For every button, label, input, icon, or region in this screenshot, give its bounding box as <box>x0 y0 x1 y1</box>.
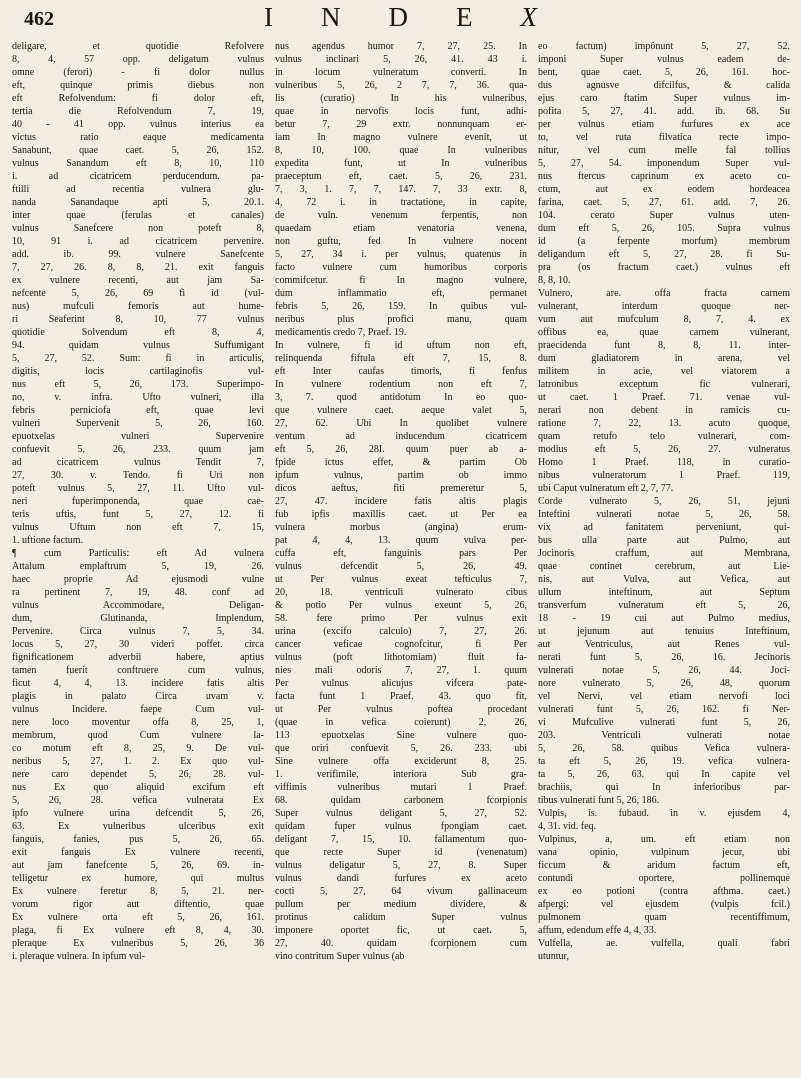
index-line: pulmonem quam recentiffimum, <box>538 912 790 923</box>
index-line: 1. uftione factum. <box>12 535 84 546</box>
index-line: in locum vulneratum converti. In <box>275 67 527 78</box>
index-line: Homo 1 Praef. 118, in curatio- <box>538 457 790 468</box>
index-line: ut jejunum aut tenuius Inteftinum, <box>538 626 790 637</box>
index-line: fpide ictus effet, & partim Ob <box>275 457 527 468</box>
index-column-middle <box>275 40 527 963</box>
index-line: deligant 7, 15, 10. fallamentum quo- <box>275 834 527 845</box>
index-line: utuntur, <box>538 951 569 962</box>
index-line: nitur, vel cum melle fal tollius <box>538 145 790 156</box>
index-line: plagis in palato Circa uvam v. <box>12 691 264 702</box>
index-line: neri fuperimponenda, quae cae- <box>12 496 264 507</box>
index-line: pleraque Ex vulneribus 5, 26, 36 <box>12 938 264 949</box>
index-line: cocti 5, 27, 64 vivum gallinaceum <box>275 886 527 897</box>
index-line: praeceptum eft, caet. 5, 26, 231. <box>275 171 527 182</box>
index-line: dum, Glutinanda, Implendum, <box>12 613 264 624</box>
index-line: eft 5, 26, 28I. quum puer ab a- <box>275 444 527 455</box>
index-line: cuffa eft, fanguinis pars Per <box>275 548 527 559</box>
index-line: Sine vulnere offa exciderunt 8, 25. <box>275 756 527 767</box>
index-line: exit fanguis Ex vulnere recenti, <box>12 847 264 858</box>
index-line: vel Nervi, vel etiam nervofi loci <box>538 691 790 702</box>
index-line: vum aut mufculum 8, 7, 4. ex <box>538 314 790 325</box>
index-line: membrum, quod Cum vulnere la- <box>12 730 264 741</box>
index-line: 5, 26, 58. quibus Vefica vulnera- <box>538 743 790 754</box>
index-line: 27, 47. incidere fatis altis plagis <box>275 496 527 507</box>
index-line: epuotxelas vulneri Supervenire <box>12 431 264 442</box>
index-line: pullum per medium dividere, & <box>275 899 527 910</box>
index-line: vulnus deligatur 5, 27, 8. Super <box>275 860 527 871</box>
index-line: 27, 62. Ubi In quolibet vulnere <box>275 418 527 429</box>
index-line: tertia die Refolvendum 7, 19, <box>12 106 264 117</box>
index-line: ri Seaferint 8, 10, 77 vulnus <box>12 314 264 325</box>
index-line: ¶ cum Particulis: eft Ad vulnera <box>12 548 264 559</box>
page-number: 462 <box>24 8 54 30</box>
index-line: vulnus Sanandum eft 8, 10, 110 <box>12 158 264 169</box>
index-line: 63. Ex vulneribus ulceribus exit <box>12 821 264 832</box>
index-line: vulnera morbus (angina) erum- <box>275 522 527 533</box>
index-line: farina, caet. 5, 27, 61. add. 7, 26. <box>538 197 790 208</box>
index-line: telligetur ex humore, qui multus <box>12 873 264 884</box>
index-line: ullum inteftinum, aut Septum <box>538 587 790 598</box>
index-line: 7, 3, 1. 7, 7, 147. 7, 33 extr. 8, <box>275 184 527 195</box>
index-line: nore vulnerato 5, 26, 48, quorum <box>538 678 790 689</box>
index-line: ratione 7, 22, 13. acuto quoque, <box>538 418 790 429</box>
index-line: & potio Per vulnus exeunt 5, 26, <box>275 600 527 611</box>
index-line: nis, aut Vulva, aut Vefica, aut <box>538 574 790 585</box>
index-line: 8, 10, 100. quae In vulneribus <box>275 145 527 156</box>
index-line: vulneri Supervenit 5, 26, 160. <box>12 418 264 429</box>
index-line: eft Inter caufas timoris, fi fenfus <box>275 366 527 377</box>
index-line: In vulnere rodentium non eft 7, <box>275 379 527 390</box>
index-line: 58. fere primo Per vulnus exit <box>275 613 527 624</box>
index-line: 40 - 41 opp. vulnus interius ea <box>12 119 264 130</box>
index-line: vana opinio, vulpinum jecur, ubi <box>538 847 790 858</box>
index-line: militem in acie, vel viatorem a <box>538 366 790 377</box>
index-line: Vulnero, are. offa fracta carnem <box>538 288 790 299</box>
index-line: dum eft 5, 26, 105. Supra vulnus <box>538 223 790 234</box>
index-line: 104. cerato Super vulnus uten- <box>538 210 790 221</box>
index-line: cancer veficae cognofcitur, fi Per <box>275 639 527 650</box>
index-line: 203. Ventriculi vulnerati notae <box>538 730 790 741</box>
index-line: 5, 27, 54. imponendum Super vul- <box>538 158 790 169</box>
index-line: vino contritum Super vulnus (ab <box>275 951 405 962</box>
index-line: i. pleraque vulnera. In ipfum vul- <box>12 951 146 962</box>
index-line: quae in nervofis locis funt, adhi- <box>275 106 527 117</box>
index-line: vulnus (poft lithotomiam) fluit fa- <box>275 652 527 663</box>
index-line: ctum, aut ex eodem hordeacea <box>538 184 790 195</box>
index-line: protinus calidum Super vulnus <box>275 912 527 923</box>
index-line: Vulfella, ae. vulfella, quali fabri <box>538 938 790 949</box>
index-line: transverfum vulneratum eft 5, 26, <box>538 600 790 611</box>
index-line: dicos aeftus, fiti premeretur 5, <box>275 483 527 494</box>
index-line: vulnus inclinari 5, 26, 41. 43 i. <box>275 54 527 65</box>
index-line: nibus vulneratorum 1 Praef. 119, <box>538 470 790 481</box>
index-line: afpergi: vel ejusdem (vulpis fcil.) <box>538 899 790 910</box>
index-line: nefcente 5, 26, 69 fi id (vul- <box>12 288 264 299</box>
index-line: Per vulnus alicujus vifcera pate- <box>275 678 527 689</box>
running-head-letter: E <box>456 2 475 32</box>
index-line: 1. verifimile, interiora Sub gra- <box>275 769 527 780</box>
index-line: Vulpis, is. fubaud. in v. ejusdem 4, <box>538 808 790 819</box>
index-line: nus) mufculi femoris aut hume- <box>12 301 264 312</box>
index-line: 5, 27, 52. Sum: fi in articulis, <box>12 353 264 364</box>
index-line: 27, 30. v. Tendo. fi Uri non <box>12 470 264 481</box>
running-head-letter: N <box>321 2 343 32</box>
index-line: 94. quidam vulnus Suffumigant <box>12 340 264 351</box>
index-line: ficut 4, 4, 13. incidere fatis altis <box>12 678 264 689</box>
index-line: eft Refolvendum: fi dolor eft, <box>12 93 264 104</box>
index-line: Vulpinus, a, um. eft etiam non <box>538 834 790 845</box>
index-line: victus ratio eaque medicamenta <box>12 132 264 143</box>
index-line: In vulnere, fi id uftum non eft, <box>275 340 527 351</box>
page-header <box>12 0 791 38</box>
index-column-right <box>538 40 790 963</box>
index-line: Super vulnus deligant 5, 27, 52. <box>275 808 527 819</box>
index-line: iam In magno vulnere evenit, ut <box>275 132 527 143</box>
index-line: ra pertinent 7, 19, 48. conf ad <box>12 587 264 598</box>
index-column-left <box>12 40 264 963</box>
index-line: nanda Sanandaque apti 5, 20.1. <box>12 197 264 208</box>
index-line: 18 - 19 cui aut Pulmo medius, <box>538 613 790 624</box>
index-line: ut Per vulnus poftea procedant <box>275 704 527 715</box>
index-line: relinquenda fiftula eft 7, 15, 8. <box>275 353 527 364</box>
index-line: ut caet. 1 Praef. 71. venae vul- <box>538 392 790 403</box>
index-line: eo factum) impônunt 5, 27, 52. <box>538 41 790 52</box>
index-line: nere loco moventur offa 8, 25, 1, <box>12 717 264 728</box>
index-line: Sanabunt, quae caet. 5, 26, 152. <box>12 145 264 156</box>
index-line: teris uftis, funt 5, 27, 12. fi <box>12 509 264 520</box>
index-line: ficcum & aridum factum eft, <box>538 860 790 871</box>
index-line: quotidie Solvendum eft 8, 4, <box>12 327 264 338</box>
running-head <box>12 2 791 33</box>
index-line: 113 epuotxelas Sine vulnere quo- <box>275 730 527 741</box>
index-line: vorum rigor aut diftentio, quae <box>12 899 264 910</box>
index-line: 5, 27, 34 i. per vulnus, quatenus in <box>275 249 527 260</box>
index-line: non guftu, fed In vulnere nocent <box>275 236 527 247</box>
running-head-letter: X <box>520 2 539 32</box>
index-line: dum gladiatorem in arena, vel <box>538 353 790 364</box>
index-line: facto vulnere cum humoribus corporis <box>275 262 527 273</box>
index-line: locus 5, 27, 30 videri poffet. circa <box>12 639 264 650</box>
index-line: 10, 91 i. ad cicatricem pervenire. <box>12 236 264 247</box>
index-line: Pervenire. Circa vulnus 7, 5, 34. <box>12 626 264 637</box>
index-line: vulnus Uftum non eft 7, 15, <box>12 522 264 533</box>
index-line: ex vulnere recenti, aut jam Sa- <box>12 275 264 286</box>
index-line: id (a ferpente morfum) membrum <box>538 236 790 247</box>
index-line: ta eft 5, 26, 19. vefica vulnera- <box>538 756 790 767</box>
index-line: contundi oportere, pollinemque <box>538 873 790 884</box>
index-line: ad cicatricem vulnus Tendit 7, <box>12 457 264 468</box>
index-line: to, vel ruta filvatica recte impo- <box>538 132 790 143</box>
index-line: ipfum vulnus, partim ob immo <box>275 470 527 481</box>
index-line: omne (ferori) - fi dolor nullus <box>12 67 264 78</box>
index-line: latronibus exceptum fic vulnerari, <box>538 379 790 390</box>
index-line: add. ib. 99. vulnere Sanefcente <box>12 249 264 260</box>
index-line: vulnerati notae 5, 26, 44. Joci- <box>538 665 790 676</box>
index-line: quae continet cerebrum, aut Lie- <box>538 561 790 572</box>
index-line: pra (os fractum caet.) vulnus eft <box>538 262 790 273</box>
index-line: que oriri confuevit 5, 26. 233. ubi <box>275 743 527 754</box>
index-line: nus ftercus caprinum ex aceto co- <box>538 171 790 182</box>
index-line: betur 7, 29 extr. nonnunquam er- <box>275 119 527 130</box>
index-line: deligare, et quotidie Refolvere <box>12 41 264 52</box>
index-line: commifcetur. fi In magno vulnere, <box>275 275 527 286</box>
index-line: quidam fuper vulnus fpongiam caet. <box>275 821 527 832</box>
index-line: lis (curatio) In his vulneribus, <box>275 93 527 104</box>
index-line: febris perniciofa eft, quae levi <box>12 405 264 416</box>
index-line: 7, 27, 26. 8, 8, 21. exit fanguis <box>12 262 264 273</box>
index-line: ex eo potioni (contra afthma. caet.) <box>538 886 790 897</box>
index-line: vulnerant, interdum quoque ner- <box>538 301 790 312</box>
index-line: (quae in vefica coierunt) 2, 26, <box>275 717 527 728</box>
index-line: viffimis vulneribus mutari 1 Praef. <box>275 782 527 793</box>
index-line: aut jam fanefcente 5, 26, 69. in- <box>12 860 264 871</box>
index-line: Inteftini vulnerati notae 5, 26, 58. <box>538 509 790 520</box>
index-line: no, v. infra. Ufto vulneri, illa <box>12 392 264 403</box>
index-line: fignificationem adverbii habere, aptius <box>12 652 264 663</box>
index-line: nies mali odoris 7, 27, 1. quum <box>275 665 527 676</box>
index-line: praecidenda funt 8, 8, 11. inter- <box>538 340 790 351</box>
index-line: per vulnus etiam furfures ex ace <box>538 119 790 130</box>
index-line: que recte Super id (venenatum) <box>275 847 527 858</box>
index-line: haec proprie Ad ejusmodi vulne <box>12 574 264 585</box>
index-line: fub ipfis maxillis caet. ut Per ea <box>275 509 527 520</box>
index-line: brachiis, qui In inferioribus par- <box>538 782 790 793</box>
index-line: nus Ex quo aliquid excifum eft <box>12 782 264 793</box>
index-line: offibus ea, quae carnem vulnerant, <box>538 327 790 338</box>
index-line: ftilli ad recentia vulnera glu- <box>12 184 264 195</box>
index-line: 27, 40. quidam fcorpionem cum <box>275 938 527 949</box>
index-line: expedita funt, ut In vulneribus <box>275 158 527 169</box>
index-line: digitis, locis cartilaginofis vul- <box>12 366 264 377</box>
index-line: aut Ventriculus, aut Renes vul- <box>538 639 790 650</box>
index-line: nerari non debent in ramicis cu- <box>538 405 790 416</box>
index-line: neribus 5, 27, 1. 2. Ex quo vul- <box>12 756 264 767</box>
index-line: vulnus Accommodare, Deligan- <box>12 600 264 611</box>
index-line: imponere oportet fic, ut caet. 5, <box>275 925 527 936</box>
index-line: dum inflammatio eft, permanet <box>275 288 527 299</box>
index-line: ventum ad inducendum cicatricem <box>275 431 527 442</box>
index-line: ubi Caput vulneratum eft 2, 7, 77. <box>538 483 674 494</box>
index-line: medicamentis credo 7, Praef. 19. <box>275 327 407 338</box>
index-line: pat 4, 4, 13. quum vulva per- <box>275 535 527 546</box>
index-line: 4, 31. vid. feq. <box>538 821 597 832</box>
index-line: fanguis, fanies, pus 5, 26, 65. <box>12 834 264 845</box>
index-line: i. ad cicatricem perducendum. pa- <box>12 171 264 182</box>
index-line: Jocinoris craffum, aut Membrana, <box>538 548 790 559</box>
index-line: 20, 18. ventriculi vulnerato cibus <box>275 587 527 598</box>
index-line: pofita 5, 27, 41. add. ib. 68. Su <box>538 106 790 117</box>
index-line: 68. quidam carbonem fcorpionis <box>275 795 527 806</box>
index-line: vulnus Incidere. faepe Cum vul- <box>12 704 264 715</box>
index-line: nere caro dependet 5, 26, 28. vul- <box>12 769 264 780</box>
index-line: Ex vulnere orta eft 5, 26, 161. <box>12 912 264 923</box>
index-line: 4, 72 i. in tractatione, in capite, <box>275 197 527 208</box>
index-line: Corde vulnerato 5, 26, 51, jejuni <box>538 496 790 507</box>
running-head-letter: I <box>264 2 275 32</box>
index-line: que vulnere caet. aeque valet 5, <box>275 405 527 416</box>
index-line: tibus vulnerati funt 5, 26, 186. <box>538 795 660 806</box>
index-line: deligandum eft 5, 27, 28. fi Su- <box>538 249 790 260</box>
index-line: vulnus defcendit 5, 26, 49. <box>275 561 527 572</box>
index-line: vi Mufculive vulnerati funt 5, 26, <box>538 717 790 728</box>
index-line: poteft vulnus 5, 27, 11. Ufto vul- <box>12 483 264 494</box>
index-line: nus eft 5, 26, 173. Superimpo- <box>12 379 264 390</box>
index-line: ipfo vulnere urina defcendit 5, 26, <box>12 808 264 819</box>
index-line: nerati funt 5, 26, 16. Jecinoris <box>538 652 790 663</box>
index-line: confuevit 5, 26, 233. quum jam <box>12 444 264 455</box>
index-line: urina (excifo calculo) 7, 27, 26. <box>275 626 527 637</box>
index-line: febris 5, 26, 159. In quibus vul- <box>275 301 527 312</box>
index-line: bus ulla parte aut Pulmo, aut <box>538 535 790 546</box>
index-line: co motum eft 8, 25, 9. De vul- <box>12 743 264 754</box>
index-line: facta funt 1 Praef. 43. quo fit, <box>275 691 527 702</box>
index-line: neribus plus profici manu, quam <box>275 314 527 325</box>
index-line: de vuln. venenum ferpentis, non <box>275 210 527 221</box>
index-line: ejus caro ftatim Super vulnus im- <box>538 93 790 104</box>
index-line: tamen fuerit conftruere cum vulnus, <box>12 665 264 676</box>
index-line: 3, 7. quod antidotum In eo quo- <box>275 392 527 403</box>
index-line: dus agnusve difcilfus, & calida <box>538 80 790 91</box>
index-line: plaga, fi Ex vulnere eft 8, 4, 30. <box>12 925 264 936</box>
index-line: 8, 4, 57 opp. deligatum vulnus <box>12 54 264 65</box>
index-line: 5, 26, 28. vefica vulnerata Ex <box>12 795 264 806</box>
index-line: vulneribus 5, 26, 2 7, 7, 36. qua- <box>275 80 527 91</box>
index-line: ta 5, 26, 63. qui In capite vel <box>538 769 790 780</box>
index-line: affum, edendum effe 4, 4, 33. <box>538 925 657 936</box>
index-line: vix ad fanitatem perveniunt, qui- <box>538 522 790 533</box>
index-line: Attalum emplaftrum 5, 19, 26. <box>12 561 264 572</box>
index-line: imponi Super vulnus eadem de- <box>538 54 790 65</box>
index-line: modius eft 5, 26, 27. vulneratus <box>538 444 790 455</box>
index-line: vulnerati funt 5, 26, 162. fi Ner- <box>538 704 790 715</box>
index-line: 8, 8, 10. <box>538 275 571 286</box>
index-line: Ex vulnere feretur 8, 5, 21. ner- <box>12 886 264 897</box>
index-line: quaedam etiam venatoria venena, <box>275 223 527 234</box>
index-line: inter quae (ferulas et canales) <box>12 210 264 221</box>
index-line: bent, quae caet. 5, 26, 161. hoc- <box>538 67 790 78</box>
running-head-letter: D <box>388 2 410 32</box>
index-line: nus agendus humor 7, 27, 25. In <box>275 41 527 52</box>
index-line: ut Per vulnus exeat tefticulus 7, <box>275 574 527 585</box>
index-line: vulnus dandi furfures ex aceto <box>275 873 527 884</box>
index-line: eft, quinque primis diebus non <box>12 80 264 91</box>
index-line: quam retufo telo vulnerari, com- <box>538 431 790 442</box>
index-columns <box>12 40 791 963</box>
index-line: vulnus Sanefcere non poteft 8, <box>12 223 264 234</box>
